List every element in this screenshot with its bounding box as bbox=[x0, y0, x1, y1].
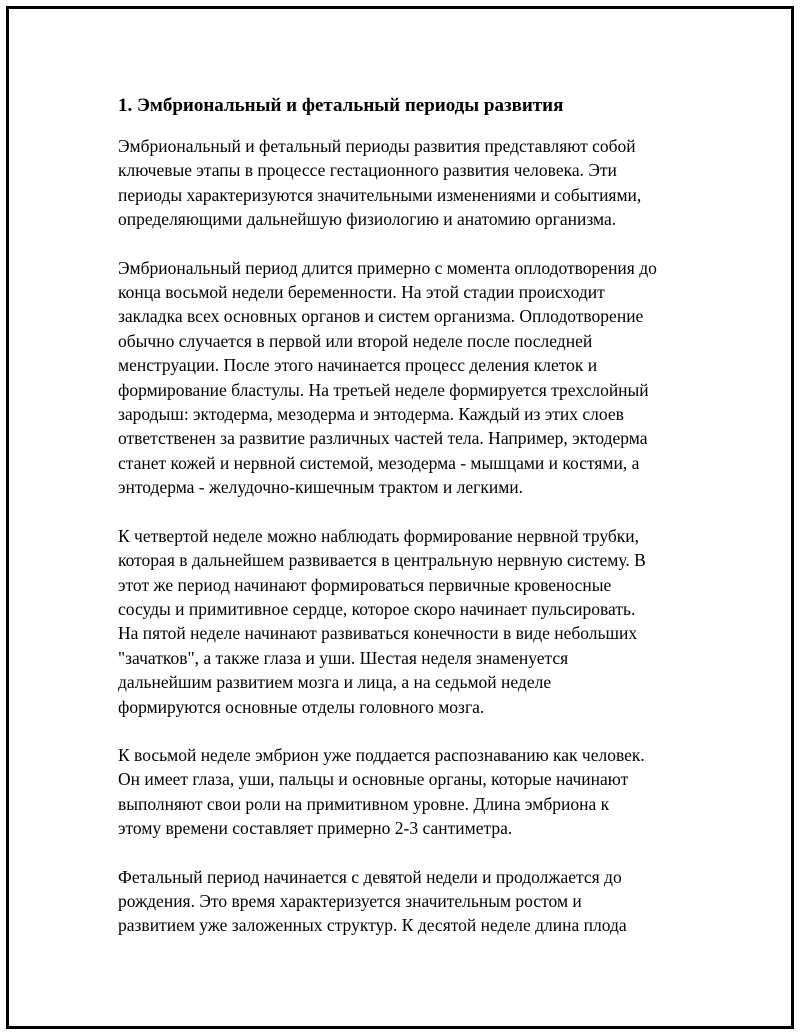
paragraph-embryonic-period: Эмбриональный период длится примерно с момента оплодотворения до конца восьмой недели беременности. На этой стадии происходит закладка всех основных органов и систем организма. Оплодотворение обычно случается в первой или второй неделе после последней менструации. После этого начинается процесс деления клеток и формирование бластулы. На третьей неделе формируется трехслойный зародыш: эктодерма, мезодерма и энтодерма. Каждый из этих слоев ответственен за развитие различных частей тела. Например, эктодерма станет кожей и нервной системой, мезодерма - мышцами и костями, а энтодерма - желудочно-кишечным трактом и легкими. bbox=[118, 257, 657, 498]
section-heading: 1. Эмбриональный и фетальный периоды развития bbox=[118, 95, 564, 116]
document-body bbox=[118, 92, 708, 962]
paragraph-fetal-period: Фетальный период начинается с девятой недели и продолжается до рождения. Это время характеризуется значительным ростом и развитием уже заложенных структур. К десятой неделе длина плода bbox=[118, 866, 627, 936]
paragraph-intro: Эмбриональный и фетальный периоды развития представляют собой ключевые этапы в процессе гестационного развития человека. Эти периоды характеризуются значительными изменениями и событиями, определяющими дальнейшую физиологию и анатомию организма. bbox=[118, 136, 642, 230]
paragraph-fourth-week: К четвертой неделе можно наблюдать формирование нервной трубки, которая в дальнейшем развивается в центральную нервную систему. В этот же период начинают формироваться первичные кровеносные сосуды и примитивное сердце, которое скоро начинает пульсировать. На пятой неделе начинают развиваться конечности в виде небольших "зачатков", а также глаза и уши. Шестая неделя знаменуется дальнейшим развитием мозга и лица, а на седьмой неделе формируются основные отделы головного мозга. bbox=[118, 525, 646, 717]
paragraph-eighth-week: К восьмой неделе эмбрион уже поддается распознаванию как человек. Он имеет глаза, уши, пальцы и основные органы, которые начинают выполняют свои роли на примитивном уровне. Длина эмбриона к этому времени составляет примерно 2-3 сантиметра. bbox=[118, 744, 645, 839]
